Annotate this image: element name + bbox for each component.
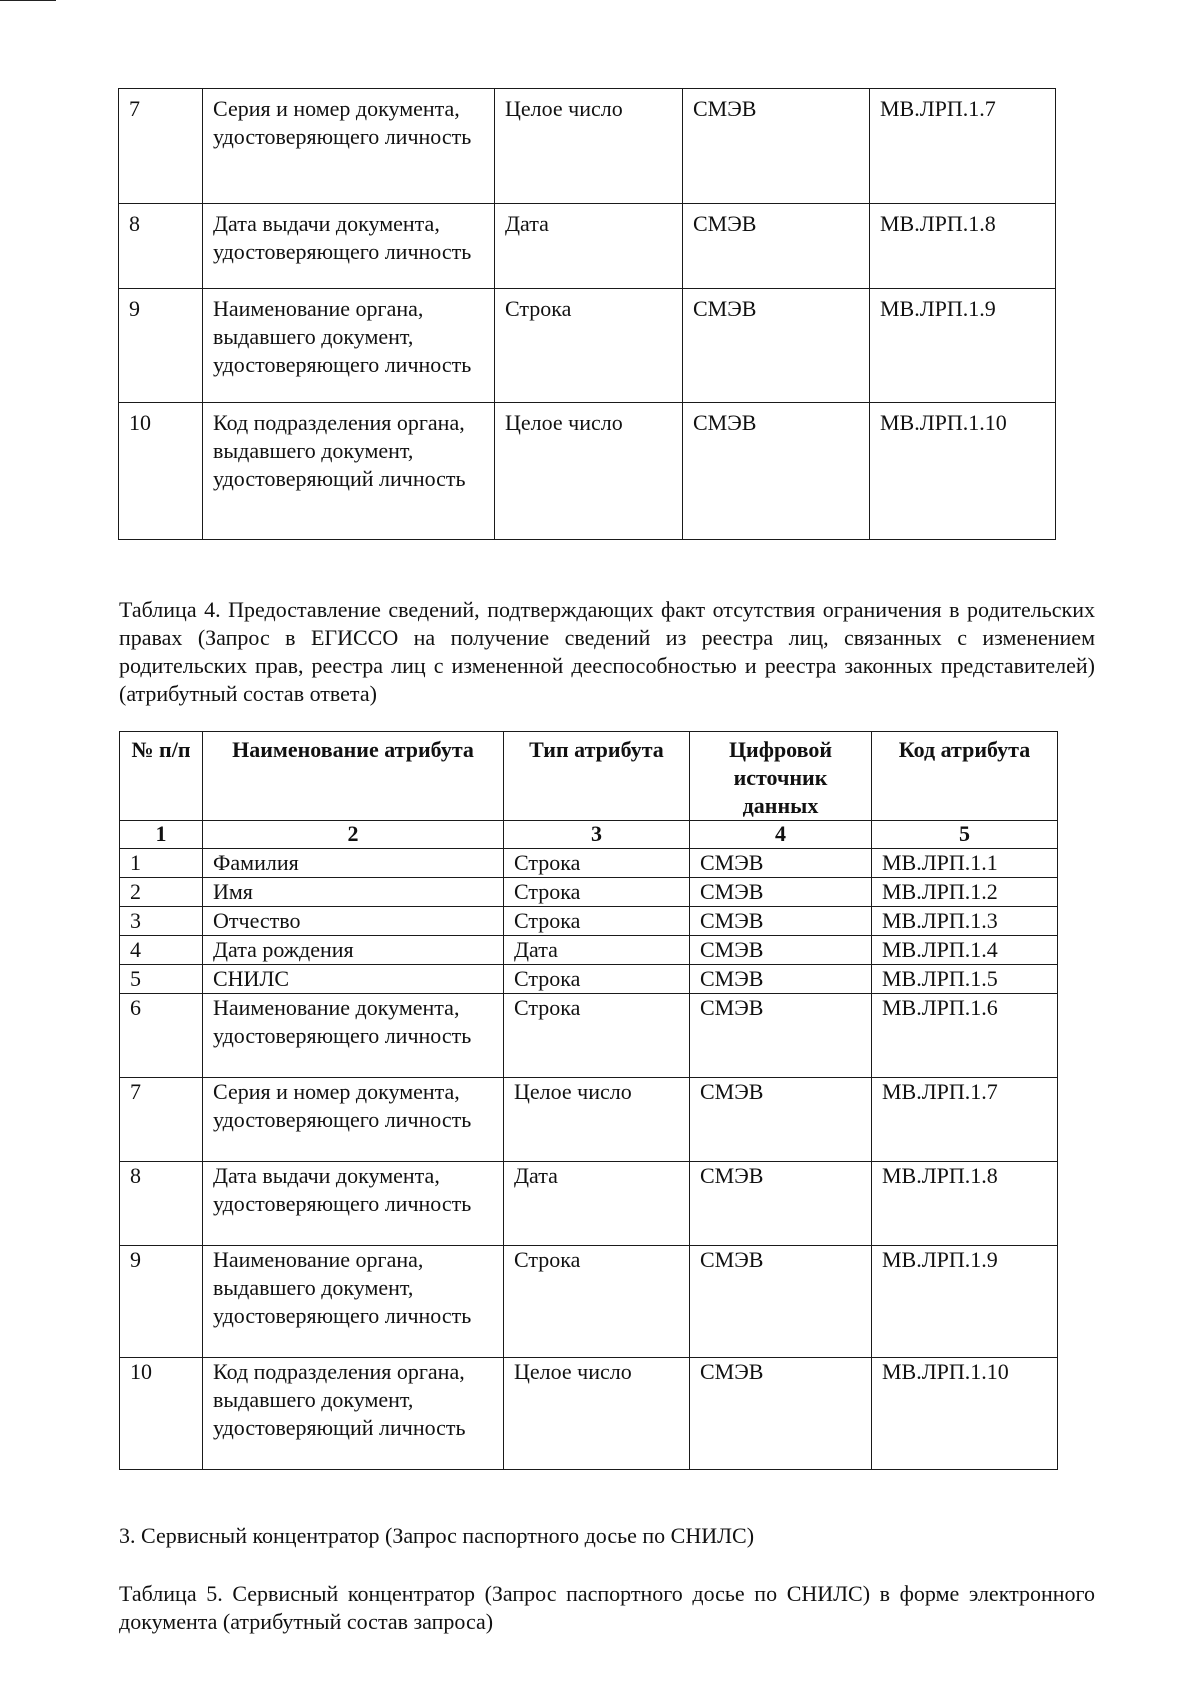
table-5-caption: Таблица 5. Сервисный концентратор (Запрос паспортного досье по СНИЛС) в форме электронного документа (атрибутный состав запроса): [119, 1581, 1095, 1634]
cell-source: СМЭВ: [690, 1358, 872, 1470]
header-type: Тип атрибута: [504, 732, 690, 821]
table-row: [120, 965, 1058, 994]
cell-type: Строка: [504, 849, 690, 878]
cell-num: 10: [119, 403, 203, 540]
cell-name: Наименование органа, выдавшего документ, удостоверяющего личность: [203, 1246, 504, 1358]
cell-source: СМЭВ: [690, 1246, 872, 1358]
cell-source: СМЭВ: [690, 1078, 872, 1162]
cell-name: Имя: [203, 878, 504, 907]
cell-type: Целое число: [495, 89, 683, 204]
cell-name: Наименование органа, выдавшего документ, удостоверяющего личность: [203, 289, 495, 403]
cell-code: МВ.ЛРП.1.10: [872, 1358, 1058, 1470]
cell-name: Код подразделения органа, выдавшего документ, удостоверяющий личность: [203, 1358, 504, 1470]
cell-name: Фамилия: [203, 849, 504, 878]
column-number: 5: [872, 821, 1058, 849]
cell-code: МВ.ЛРП.1.8: [870, 204, 1056, 289]
continued-attribute-table: [118, 88, 1056, 540]
cell-source: СМЭВ: [690, 936, 872, 965]
cell-code: МВ.ЛРП.1.4: [872, 936, 1058, 965]
cell-type: Целое число: [504, 1078, 690, 1162]
cell-type: Целое число: [495, 403, 683, 540]
cell-type: Целое число: [504, 1358, 690, 1470]
cell-num: 2: [120, 878, 203, 907]
table-row: [119, 204, 1056, 289]
cell-type: Строка: [495, 289, 683, 403]
cell-name: СНИЛС: [203, 965, 504, 994]
column-number-row: [120, 821, 1058, 849]
cell-code: МВ.ЛРП.1.9: [870, 289, 1056, 403]
cell-source: СМЭВ: [683, 89, 870, 204]
cell-name: Дата выдачи документа, удостоверяющего личность: [203, 204, 495, 289]
cell-name: Отчество: [203, 907, 504, 936]
header-name: Наименование атрибута: [203, 732, 504, 821]
cell-source: СМЭВ: [690, 849, 872, 878]
cell-type: Дата: [504, 1162, 690, 1246]
cell-type: Строка: [504, 965, 690, 994]
cell-name: Серия и номер документа, удостоверяющего личность: [203, 89, 495, 204]
cell-source: СМЭВ: [690, 878, 872, 907]
cell-code: МВ.ЛРП.1.5: [872, 965, 1058, 994]
cell-code: МВ.ЛРП.1.7: [870, 89, 1056, 204]
cell-num: 10: [120, 1358, 203, 1470]
header-code: Код атрибута: [872, 732, 1058, 821]
column-number: 2: [203, 821, 504, 849]
table-row: [120, 1078, 1058, 1162]
cell-name: Наименование документа, удостоверяющего личность: [203, 994, 504, 1078]
cell-num: 8: [119, 204, 203, 289]
cell-type: Дата: [504, 936, 690, 965]
cell-name: Код подразделения органа, выдавшего документ, удостоверяющий личность: [203, 403, 495, 540]
cell-num: 8: [120, 1162, 203, 1246]
cell-source: СМЭВ: [683, 204, 870, 289]
cell-type: Дата: [495, 204, 683, 289]
cell-type: Строка: [504, 907, 690, 936]
cell-code: МВ.ЛРП.1.3: [872, 907, 1058, 936]
cell-num: 6: [120, 994, 203, 1078]
table-row: [119, 89, 1056, 204]
cell-name: Дата рождения: [203, 936, 504, 965]
cell-num: 7: [120, 1078, 203, 1162]
cell-source: СМЭВ: [690, 994, 872, 1078]
cell-num: 7: [119, 89, 203, 204]
table-row: [120, 936, 1058, 965]
table-row: [119, 289, 1056, 403]
cell-name: Дата выдачи документа, удостоверяющего личность: [203, 1162, 504, 1246]
cell-num: 9: [120, 1246, 203, 1358]
table-row: [120, 994, 1058, 1078]
header-num: № п/п: [120, 732, 203, 821]
cell-code: МВ.ЛРП.1.9: [872, 1246, 1058, 1358]
cell-code: МВ.ЛРП.1.8: [872, 1162, 1058, 1246]
cell-source: СМЭВ: [683, 403, 870, 540]
section-3-heading: 3. Сервисный концентратор (Запрос паспортного досье по СНИЛС): [119, 1523, 755, 1548]
cell-source: СМЭВ: [690, 907, 872, 936]
cell-num: 9: [119, 289, 203, 403]
cell-num: 3: [120, 907, 203, 936]
cell-source: СМЭВ: [690, 1162, 872, 1246]
scan-corner-mark: [0, 0, 56, 1]
cell-source: СМЭВ: [690, 965, 872, 994]
column-number: 1: [120, 821, 203, 849]
table-row: [120, 907, 1058, 936]
cell-code: МВ.ЛРП.1.10: [870, 403, 1056, 540]
cell-type: Строка: [504, 1246, 690, 1358]
table-row: [120, 878, 1058, 907]
column-number: 3: [504, 821, 690, 849]
cell-name: Серия и номер документа, удостоверяющего личность: [203, 1078, 504, 1162]
table-4-caption: Таблица 4. Предоставление сведений, подтверждающих факт отсутствия ограничения в родительских правах (Запрос в ЕГИССО на получение сведений из реестра лиц, связанных с изменением родительских прав, реестра лиц с измененной дееспособностью и реестра законных представителей) (атрибутный состав ответа): [119, 597, 1095, 706]
cell-type: Строка: [504, 878, 690, 907]
table-row: [120, 1162, 1058, 1246]
cell-num: 1: [120, 849, 203, 878]
table-header-row: [120, 732, 1058, 821]
cell-code: МВ.ЛРП.1.6: [872, 994, 1058, 1078]
table-row: [119, 403, 1056, 540]
table-row: [120, 849, 1058, 878]
table-row: [120, 1246, 1058, 1358]
cell-source: СМЭВ: [683, 289, 870, 403]
header-source: Цифровой источник данных: [690, 732, 872, 821]
cell-num: 4: [120, 936, 203, 965]
table-row: [120, 1358, 1058, 1470]
cell-code: МВ.ЛРП.1.2: [872, 878, 1058, 907]
cell-code: МВ.ЛРП.1.7: [872, 1078, 1058, 1162]
column-number: 4: [690, 821, 872, 849]
cell-type: Строка: [504, 994, 690, 1078]
cell-code: МВ.ЛРП.1.1: [872, 849, 1058, 878]
cell-num: 5: [120, 965, 203, 994]
table-4: [119, 731, 1058, 1470]
